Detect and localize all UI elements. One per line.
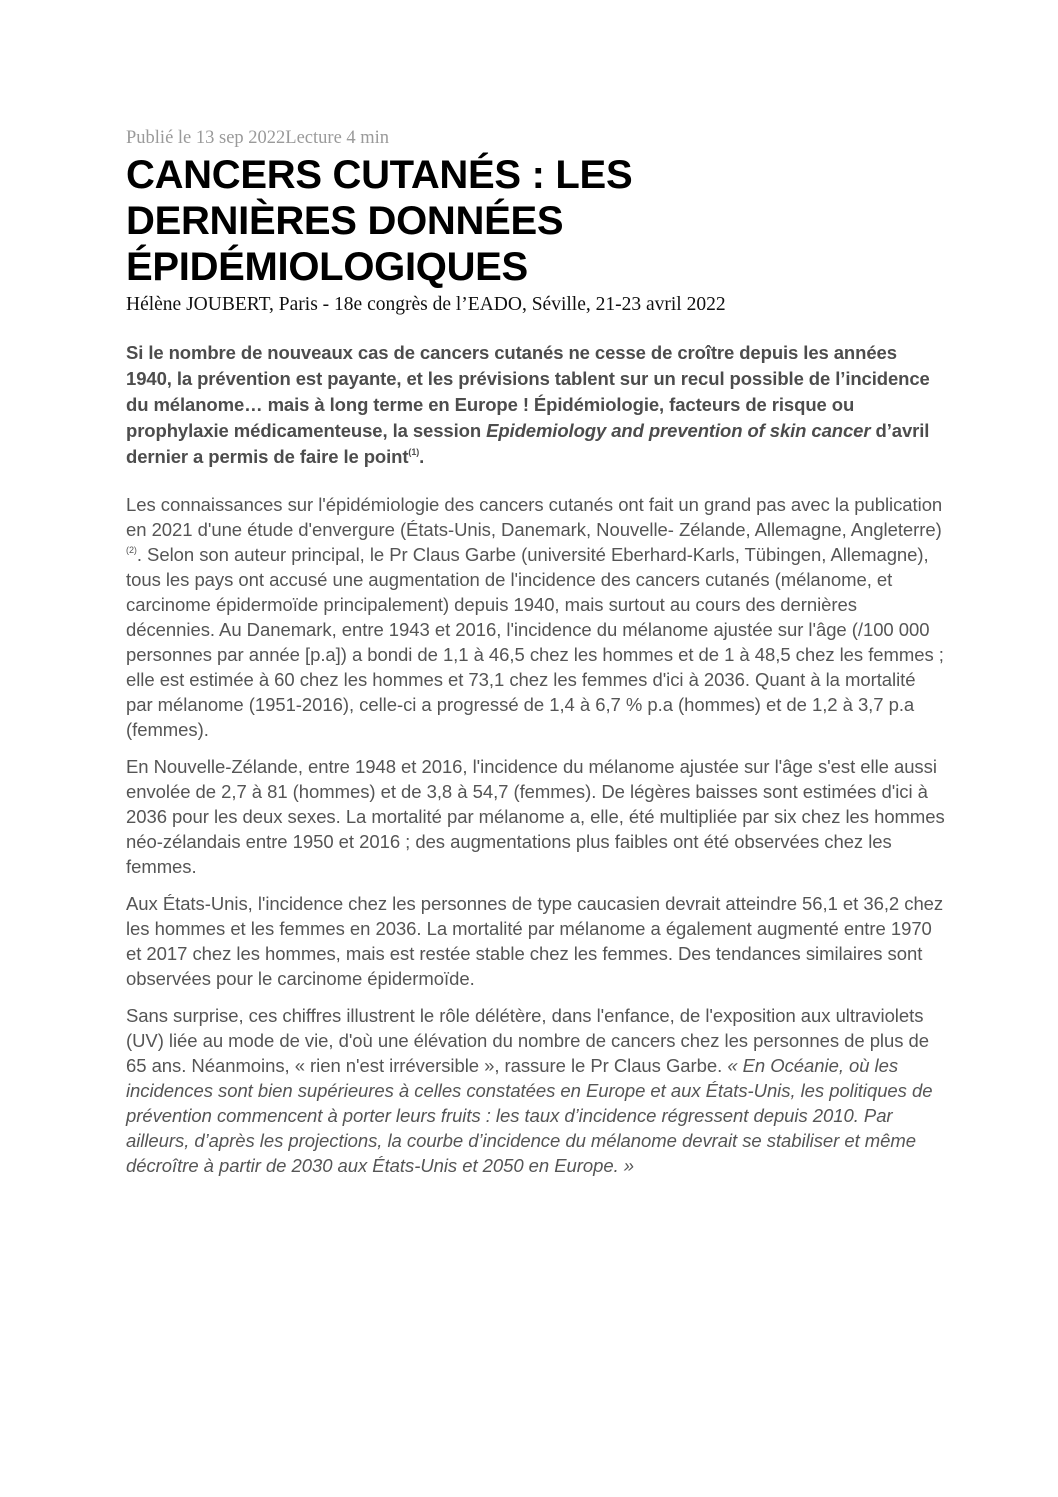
lede: [126, 340, 946, 470]
reference-mark: (1): [408, 447, 420, 457]
lede-text: Si le nombre de nouveaux cas de cancers cutanés ne cesse de croître depuis les années 1940, la prévention est payante, et les prévisions tablent sur un recul possible de l’incidence du mélanome… mais à long terme en Europe ! Épidémiologie, facteurs de risque ou prophylaxie médicamenteuse, la session: [126, 342, 930, 441]
article: [126, 126, 946, 1190]
session-name: Epidemiology and prevention of skin cancer: [486, 420, 871, 441]
paragraph: [126, 1003, 946, 1178]
paragraph-text: Les connaissances sur l'épidémiologie des cancers cutanés ont fait un grand pas avec la publication en 2021 d'une étude d'envergure (États-Unis, Danemark, Nouvelle- Zélande, Allemagne, Angleterre): [126, 494, 943, 540]
title-line: ÉPIDÉMIOLOGIQUES: [126, 245, 528, 289]
quote: « En Océanie, où les incidences sont bien supérieures à celles constatées en Europe et aux États-Unis, les politiques de prévention commencent à porter leurs fruits : les taux d’incidence régressent depuis 2010. Par ailleurs, d’après les projections, la courbe d’incidence du mélanome devrait se stabiliser et même décroître à partir de 2030 aux États-Unis et 2050 en Europe. »: [126, 1055, 933, 1176]
title-line: CANCERS CUTANÉS : LES: [126, 153, 633, 197]
paragraph: [126, 492, 946, 742]
paragraph: Aux États-Unis, l'incidence chez les personnes de type caucasien devrait atteindre 56,1 et 36,2 chez les hommes et les femmes en 2036. La mortalité par mélanome a également augmenté entre 1970 et 2017 chez les hommes, mais est restée stable chez les femmes. Des tendances similaires sont observées pour le carcinome épidermoïde.: [126, 893, 944, 989]
lede-end: .: [419, 446, 425, 467]
paragraph-text: Sans surprise, ces chiffres illustrent le rôle délétère, dans l'enfance, de l'exposition aux ultraviolets (UV) liée au mode de vie, d'où une élévation du nombre de cancers chez les personnes de plus de 65 ans. Néanmoins, « rien n'est irréversible », rassure le Pr Claus Garbe.: [126, 1005, 930, 1076]
article-title: [126, 152, 946, 290]
title-line: DERNIÈRES DONNÉES: [126, 199, 564, 243]
lede-text: d’avril dernier a permis de faire le point: [126, 420, 930, 467]
article-body: [126, 492, 946, 1178]
publish-date: Publié le 13 sep 2022: [126, 128, 286, 148]
paragraph: En Nouvelle-Zélande, entre 1948 et 2016, l'incidence du mélanome ajustée sur l'âge s'est elle aussi envolée de 2,7 à 81 (hommes) et de 3,8 à 54,7 (femmes). De légères baisses sont estimées d'ici à 2036 pour les deux sexes. La mortalité par mélanome a, elle, été multipliée par six chez les hommes néo-zélandais entre 1950 et 2016 ; des augmentations plus faibles ont été observées chez les femmes.: [126, 756, 945, 877]
reading-time: Lecture 4 min: [285, 128, 390, 148]
byline: Hélène JOUBERT, Paris - 18e congrès de l’EADO, Séville, 21-23 avril 2022: [126, 294, 726, 315]
article-meta: [126, 126, 946, 150]
reference-mark: (2): [126, 545, 137, 555]
paragraph-text: . Selon son auteur principal, le Pr Claus Garbe (université Eberhard-Karls, Tübingen, Allemagne), tous les pays ont accusé une augmentation de l'incidence des cancers cutanés (mélanome, et carcinome épidermoïde principalement) depuis 1940, mais surtout au cours des dernières décennies. Au Danemark, entre 1943 et 2016, l'incidence du mélanome ajustée sur l'âge (/100 000 personnes par année [p.a]) a bondi de 1,1 à 46,5 chez les hommes et de 1 à 48,5 chez les femmes ; elle est estimée à 60 chez les hommes et 73,1 chez les femmes d'ici à 2036. Quant à la mortalité par mélanome (1951-2016), celle-ci a progressé de 1,4 à 6,7 % p.a (hommes) et de 1,2 à 3,7 p.a (femmes).: [126, 544, 944, 740]
